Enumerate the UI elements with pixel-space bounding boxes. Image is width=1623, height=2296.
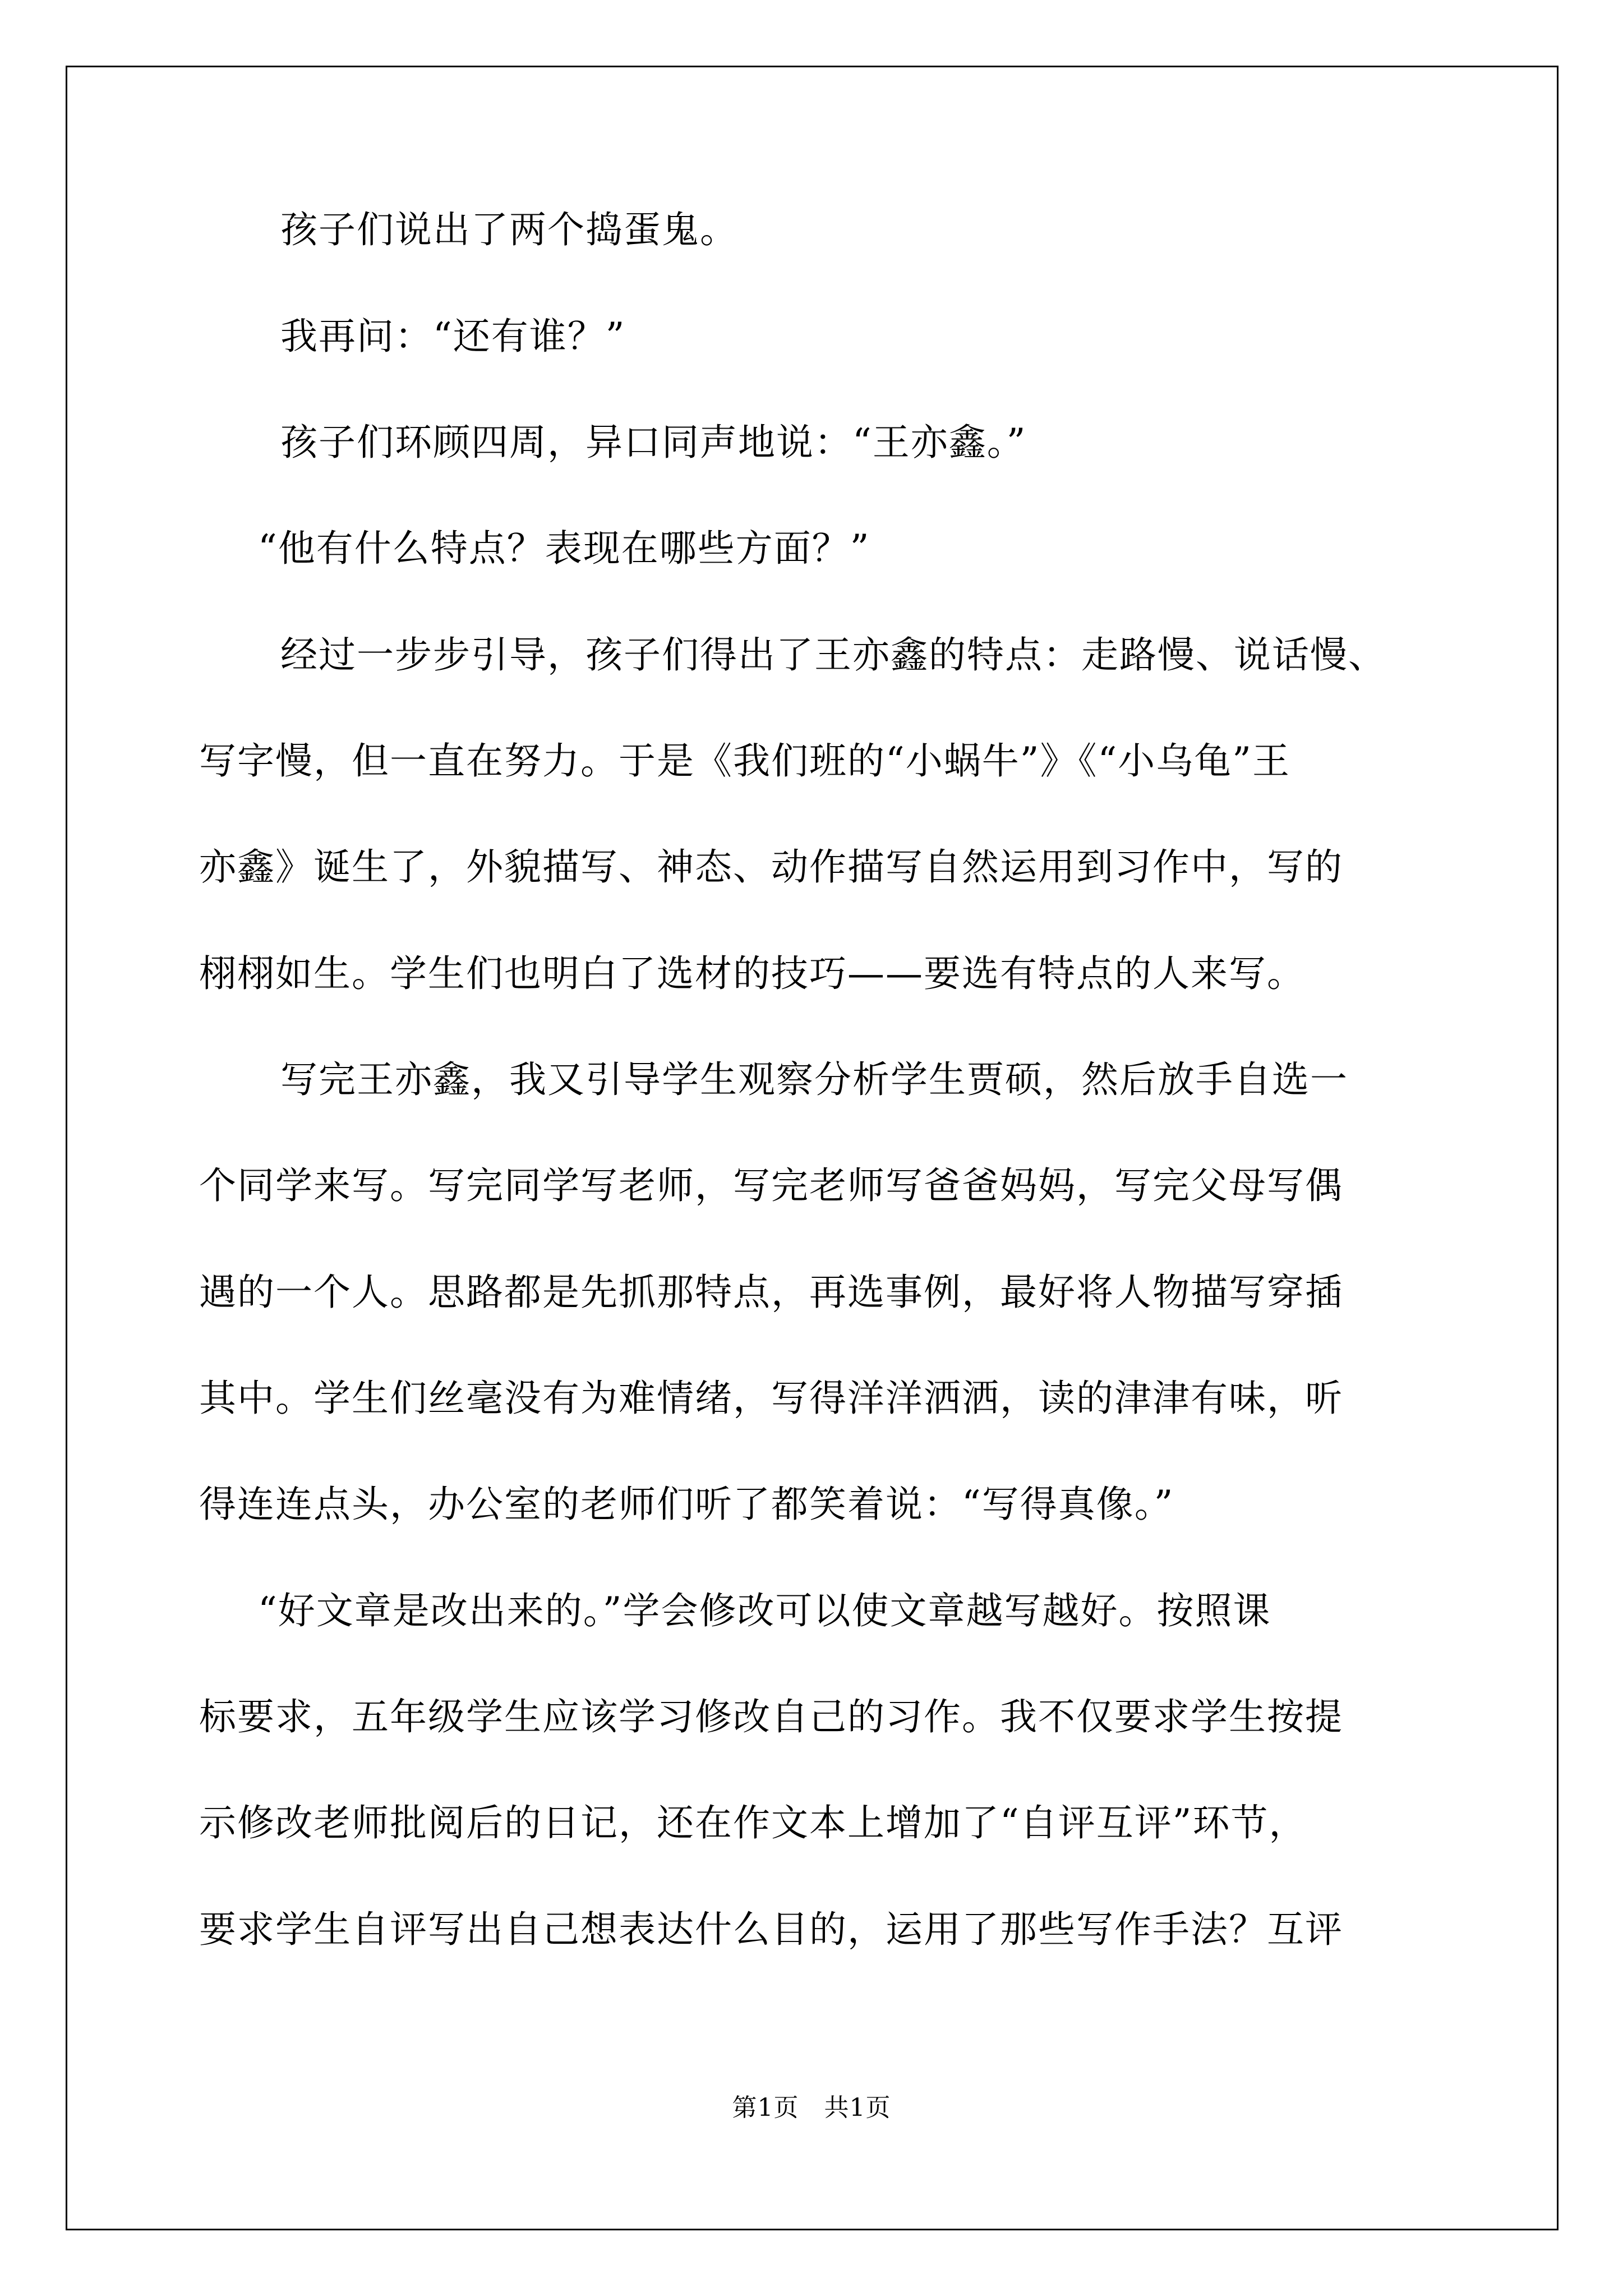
body-line-10: 个同学来写。写完同学写老师，写完老师写爸爸妈妈，写完父母写偶 <box>199 1164 1343 1207</box>
body-line-5: 经过一步步引导，孩子们得出了王亦鑫的特点：走路慢、说话慢、 <box>280 633 1386 677</box>
body-line-17: 要求学生自评写出自己想表达什么目的，运用了那些写作手法？互评 <box>199 1908 1343 1951</box>
body-line-11: 遇的一个人。思路都是先抓那特点，再选事例，最好将人物描写穿插 <box>199 1271 1343 1314</box>
body-line-6: 写字慢，但一直在努力。于是《我们班的“小蜗牛”》《“小乌龟”王 <box>199 739 1290 783</box>
body-line-2: 我再问：“还有谁？” <box>280 315 626 358</box>
page-footer: 第1页 共1页 <box>732 2093 891 2122</box>
body-line-3: 孩子们环顾四周，异口同声地说：“王亦鑫。” <box>280 421 1027 464</box>
body-line-14: “好文章是改出来的。”学会修改可以使文章越写越好。按照课 <box>258 1589 1271 1632</box>
body-line-13: 得连连点头，办公室的老师们听了都笑着说：“写得真像。” <box>199 1483 1174 1526</box>
body-line-15: 标要求，五年级学生应该学习修改自己的习作。我不仅要求学生按提 <box>199 1695 1343 1738</box>
body-line-7: 亦鑫》诞生了，外貌描写、神态、动作描写自然运用到习作中，写的 <box>199 845 1343 889</box>
body-line-12: 其中。学生们丝毫没有为难情绪，写得洋洋洒洒，读的津津有味，听 <box>199 1377 1343 1420</box>
body-line-8: 栩栩如生。学生们也明白了选材的技巧——要选有特点的人来写。 <box>199 952 1305 995</box>
body-line-4: “他有什么特点？表现在哪些方面？” <box>258 527 870 570</box>
body-line-1: 孩子们说出了两个捣蛋鬼。 <box>280 208 738 251</box>
body-line-9: 写完王亦鑫，我又引导学生观察分析学生贾硕，然后放手自选一 <box>280 1058 1348 1101</box>
body-line-16: 示修改老师批阅后的日记，还在作文本上增加了“自评互评”环节， <box>199 1801 1307 1844</box>
